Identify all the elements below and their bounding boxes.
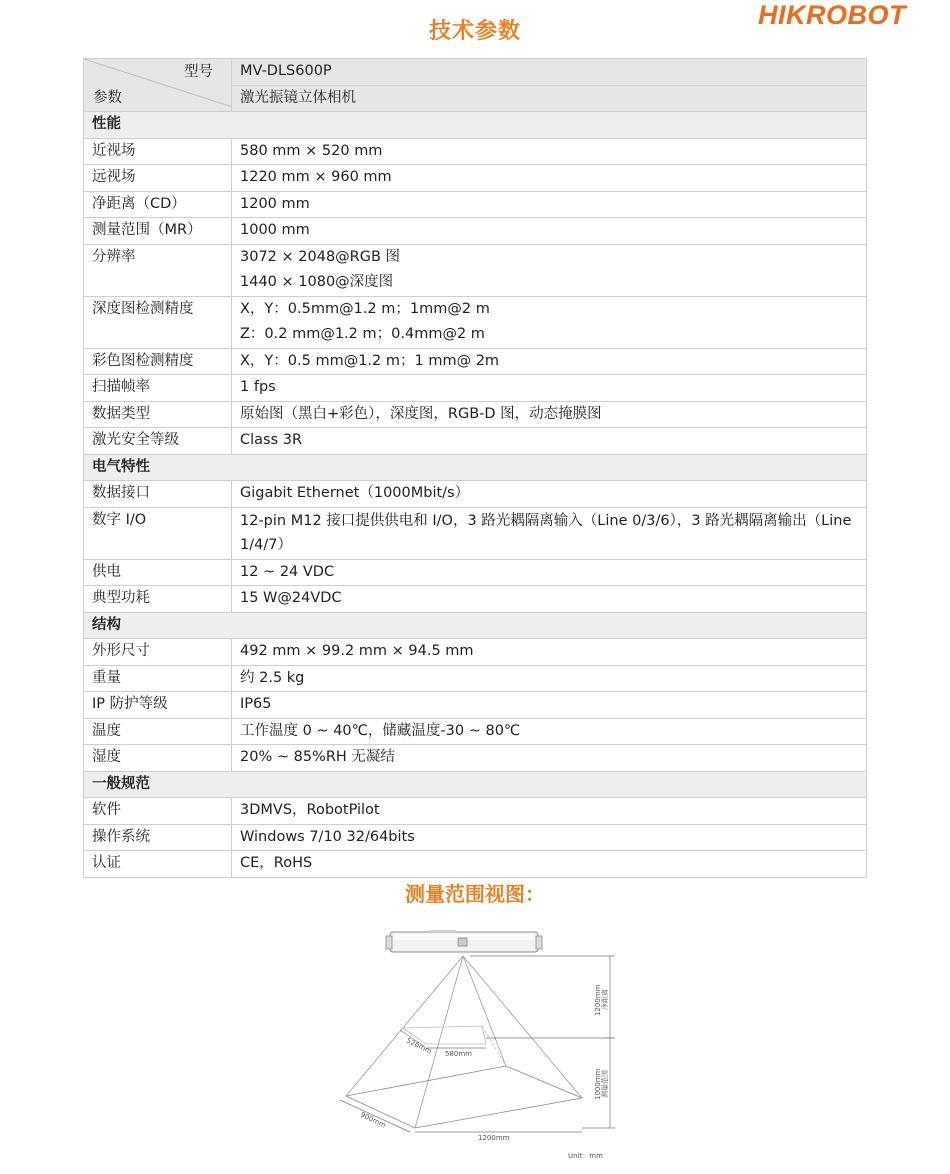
near-width-label: 580mm	[445, 1050, 472, 1058]
row-label: 软件	[84, 798, 232, 825]
value-line: 580 mm × 520 mm	[240, 142, 383, 159]
near-depth-label: 520mm	[405, 1036, 433, 1056]
product-name: 激光振镜立体相机	[232, 85, 867, 112]
table-row	[84, 824, 867, 851]
measurement-range-diagram	[320, 920, 630, 1170]
table-row	[84, 665, 867, 692]
row-label: 供电	[84, 559, 232, 586]
brand-logo: HIKROBOT	[758, 0, 906, 30]
table-row	[84, 375, 867, 402]
row-label: 温度	[84, 718, 232, 745]
cd-name-label: 净距离	[601, 989, 609, 1010]
table-row	[84, 586, 867, 613]
value-line: 1000 mm	[240, 222, 310, 238]
far-width-label: 1200mm	[478, 1134, 510, 1142]
row-value	[232, 165, 867, 192]
row-label: 典型功耗	[84, 586, 232, 613]
section-header-row	[84, 454, 867, 481]
table-row	[84, 798, 867, 825]
row-value	[232, 296, 867, 348]
param-label: 参数	[93, 90, 122, 106]
value-line: 3072 × 2048@RGB 图	[240, 248, 401, 265]
table-row	[84, 745, 867, 772]
row-label: 远视场	[84, 165, 232, 192]
row-value	[232, 244, 867, 296]
value-line: 1440 × 1080@深度图	[240, 274, 394, 290]
value-line: 原始图（黑白+彩色），深度图，RGB-D 图，动态掩膜图	[240, 405, 602, 422]
row-value	[232, 851, 867, 878]
mr-name-label: 测量范围	[601, 1070, 609, 1098]
table-row	[84, 191, 867, 218]
value-line: Class 3R	[240, 432, 303, 448]
table-row	[84, 481, 867, 508]
table-row	[84, 218, 867, 245]
section-header-row	[84, 771, 867, 798]
row-value	[232, 559, 867, 586]
spec-table	[83, 58, 867, 878]
section-title: 结构	[84, 612, 867, 639]
row-label: 数据接口	[84, 481, 232, 508]
table-row	[84, 165, 867, 192]
row-label: 近视场	[84, 138, 232, 165]
row-value	[232, 218, 867, 245]
row-value	[232, 191, 867, 218]
section-title: 性能	[84, 112, 867, 139]
unit-label: Unit：mm	[568, 1152, 603, 1160]
row-label: 湿度	[84, 745, 232, 772]
row-value	[232, 586, 867, 613]
table-row	[84, 401, 867, 428]
value-line: 约 2.5 kg	[240, 669, 305, 686]
far-depth-label: 900mm	[359, 1110, 387, 1130]
table-row	[84, 692, 867, 719]
diagram-title: 测量范围视图：	[405, 882, 545, 906]
table-row	[84, 851, 867, 878]
table-header-row	[84, 59, 867, 86]
header-diagonal-cell	[84, 59, 232, 112]
value-line: 工作温度 0 ~ 40℃，储藏温度-30 ~ 80℃	[240, 722, 521, 739]
row-label: 数据类型	[84, 401, 232, 428]
row-value	[232, 507, 867, 559]
value-line: CE，RoHS	[240, 855, 313, 871]
row-label: IP 防护等级	[84, 692, 232, 719]
row-label: 激光安全等级	[84, 428, 232, 455]
value-line: 3DMVS，RobotPilot	[240, 802, 380, 818]
row-label: 数字 I/O	[84, 507, 232, 559]
value-line: 1200 mm	[240, 195, 310, 212]
table-row	[84, 244, 867, 296]
row-label: 深度图检测精度	[84, 296, 232, 348]
row-label: 认证	[84, 851, 232, 878]
row-label: 净距离（CD）	[84, 191, 232, 218]
value-line: 15 W@24VDC	[240, 590, 342, 606]
row-value	[232, 401, 867, 428]
row-label: 分辨率	[84, 244, 232, 296]
table-row	[84, 348, 867, 375]
table-row	[84, 296, 867, 348]
table-row	[84, 559, 867, 586]
value-line: Windows 7/10 32/64bits	[240, 828, 415, 845]
value-line: IP65	[240, 696, 272, 712]
value-line: X，Y：0.5mm@1.2 m；1mm@2 m	[240, 300, 490, 317]
mr-value-label: 1000mm	[594, 1068, 602, 1100]
model-label: 型号	[184, 64, 213, 80]
row-label: 操作系统	[84, 824, 232, 851]
row-value	[232, 718, 867, 745]
section-title: 一般规范	[84, 771, 867, 798]
row-value	[232, 348, 867, 375]
section-header-row	[84, 612, 867, 639]
table-row	[84, 428, 867, 455]
row-label: 扫描帧率	[84, 375, 232, 402]
table-row	[84, 507, 867, 559]
value-line: 12 ~ 24 VDC	[240, 563, 335, 580]
section-header-row	[84, 112, 867, 139]
value-line: 1 fps	[240, 379, 276, 395]
section-title: 电气特性	[84, 454, 867, 481]
cd-value-label: 1200mm	[594, 984, 602, 1016]
row-value	[232, 824, 867, 851]
row-value	[232, 798, 867, 825]
row-value	[232, 665, 867, 692]
page-title: 技术参数	[428, 19, 521, 44]
camera-icon	[386, 930, 542, 952]
table-row	[84, 718, 867, 745]
value-line: Gigabit Ethernet（1000Mbit/s）	[240, 485, 470, 501]
model-value: MV-DLS600P	[232, 59, 867, 86]
row-label: 外形尺寸	[84, 639, 232, 666]
table-row	[84, 639, 867, 666]
row-value	[232, 481, 867, 508]
row-value	[232, 138, 867, 165]
value-line: 492 mm × 99.2 mm × 94.5 mm	[240, 643, 474, 659]
table-row	[84, 138, 867, 165]
row-label: 测量范围（MR）	[84, 218, 232, 245]
value-line: 12-pin M12 接口提供供电和 I/O，3 路光耦隔离输入（Line 0/3/6），3 路光耦隔离输出（Line 1/4/7）	[240, 512, 852, 553]
value-line: 20% ~ 85%RH 无凝结	[240, 749, 395, 765]
row-value	[232, 745, 867, 772]
row-value	[232, 375, 867, 402]
row-value	[232, 692, 867, 719]
row-value	[232, 428, 867, 455]
value-line: Z：0.2 mm@1.2 m；0.4mm@2 m	[240, 326, 485, 342]
value-line: X，Y：0.5 mm@1.2 m；1 mm@ 2m	[240, 352, 500, 369]
row-label: 重量	[84, 665, 232, 692]
value-line: 1220 mm × 960 mm	[240, 169, 392, 185]
row-label: 彩色图检测精度	[84, 348, 232, 375]
row-value	[232, 639, 867, 666]
fov-pyramid	[346, 956, 582, 1128]
